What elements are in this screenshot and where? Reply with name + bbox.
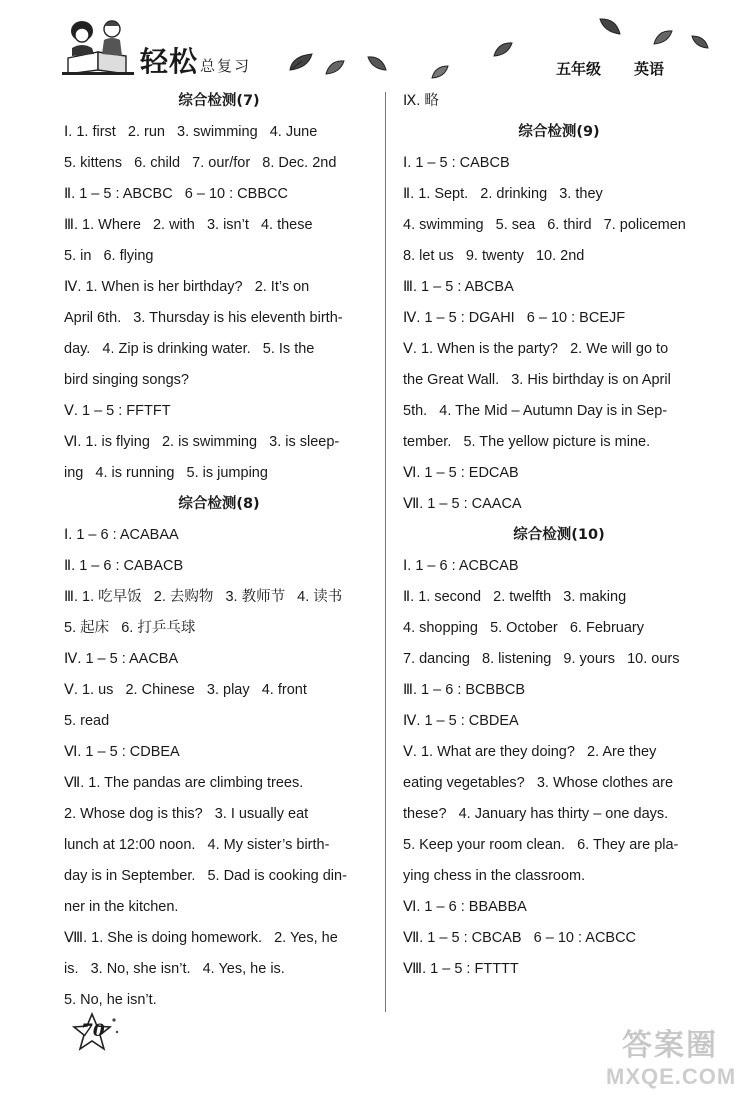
answer-line: bird singing songs? — [64, 372, 189, 388]
answer-line: Ⅱ. 1 – 5 : ABCBC 6 – 10 : CBBCC — [64, 186, 288, 202]
answer-line: Ⅳ. 1. When is her birthday? 2. It’s on — [64, 279, 310, 295]
leaf-icon — [652, 28, 674, 46]
answer-line: Ⅰ. 1 – 5 : CABCB — [403, 155, 510, 171]
brand-main: 轻松 — [140, 45, 199, 78]
page-number — [70, 1012, 120, 1052]
answer-line: Ⅵ. 1. is flying 2. is swimming 3. is sleep- — [64, 434, 340, 450]
subject-label: 英语 — [634, 60, 665, 78]
answer-line: Ⅵ. 1 – 5 : EDCAB — [403, 465, 519, 481]
answer-line: 5th. 4. The Mid – Autumn Day is in Sep- — [403, 403, 668, 419]
leaf-icon — [690, 34, 710, 50]
brand-sub: 总复习 — [200, 57, 252, 75]
right-column — [403, 86, 715, 985]
answer-line: 5. read — [64, 713, 110, 729]
answer-line: 5. in 6. flying — [64, 248, 154, 264]
answer-line: lunch at 12:00 noon. 4. My sister’s birth- — [64, 837, 330, 853]
page-header — [0, 0, 750, 95]
answer-line: Ⅱ. 1. second 2. twelfth 3. making — [403, 589, 627, 605]
answer-line: Ⅰ. 1 – 6 : ACBCAB — [403, 558, 519, 574]
answer-line: 5. No, he isn’t. — [64, 992, 157, 1008]
answer-line: April 6th. 3. Thursday is his eleventh birth- — [64, 310, 343, 326]
answer-line: Ⅴ. 1. us 2. Chinese 3. play 4. front — [64, 682, 307, 698]
answer-line: the Great Wall. 3. His birthday is on April — [403, 372, 671, 388]
brand-title — [140, 40, 251, 80]
answer-line: Ⅲ. 1. 吃早饭 2. 去购物 3. 教师节 4. 读书 — [64, 589, 343, 605]
answer-line: 4. swimming 5. sea 6. third 7. policemen — [403, 217, 686, 233]
answer-line: 2. Whose dog is this? 3. I usually eat — [64, 806, 309, 822]
column-divider — [385, 92, 386, 1012]
answer-line: Ⅴ. 1. What are they doing? 2. Are they — [403, 744, 657, 760]
leaf-icon — [288, 52, 314, 72]
section-title: 综合检测(9) — [518, 124, 600, 140]
answer-line: these? 4. January has thirty – one days. — [403, 806, 669, 822]
watermark-url: MXQE.COM — [606, 1064, 737, 1089]
answer-line: 5. Keep your room clean. 6. They are pla- — [403, 837, 679, 853]
answer-line: Ⅰ. 1 – 6 : ACABAA — [64, 527, 179, 543]
answer-line: Ⅶ. 1 – 5 : CBCAB 6 – 10 : ACBCC — [403, 930, 637, 946]
leaf-icon — [324, 58, 346, 76]
watermark-cn: 答案圈 — [622, 1029, 718, 1062]
answer-line: Ⅲ. 1. Where 2. with 3. isn’t 4. these — [64, 217, 313, 233]
section-title: 综合检测(10) — [513, 527, 605, 543]
leaf-icon — [492, 40, 514, 58]
answer-line: Ⅵ. 1 – 6 : BBABBA — [403, 899, 527, 915]
section-title: 综合检测(8) — [178, 496, 260, 512]
answer-line: 5. kittens 6. child 7. our/for 8. Dec. 2nd — [64, 155, 337, 171]
answer-line: Ⅷ. 1. She is doing homework. 2. Yes, he — [64, 930, 338, 946]
answer-line: day. 4. Zip is drinking water. 5. Is the — [64, 341, 315, 357]
answer-line: Ⅱ. 1. Sept. 2. drinking 3. they — [403, 186, 603, 202]
answer-line: eating vegetables? 3. Whose clothes are — [403, 775, 674, 791]
answer-line: Ⅶ. 1 – 5 : CAACA — [403, 496, 522, 512]
answer-line: Ⅶ. 1. The pandas are climbing trees. — [64, 775, 304, 791]
answer-line: Ⅸ. 略 — [403, 93, 439, 109]
leaf-icon — [366, 54, 388, 72]
left-column — [64, 86, 374, 1016]
answer-line: Ⅲ. 1 – 5 : ABCBA — [403, 279, 514, 295]
answer-line: Ⅵ. 1 – 5 : CDBEA — [64, 744, 180, 760]
answer-line: Ⅴ. 1. When is the party? 2. We will go to — [403, 341, 669, 357]
answer-line: day is in September. 5. Dad is cooking din- — [64, 868, 347, 884]
answer-line: is. 3. No, she isn’t. 4. Yes, he is. — [64, 961, 285, 977]
answer-line: 7. dancing 8. listening 9. yours 10. ours — [403, 651, 680, 667]
grade-label: 五年级 — [556, 60, 602, 78]
answer-line: 4. shopping 5. October 6. February — [403, 620, 644, 636]
answer-line: tember. 5. The yellow picture is mine. — [403, 434, 651, 450]
leaf-icon — [430, 64, 450, 80]
answer-line: Ⅳ. 1 – 5 : DGAHI 6 – 10 : BCEJF — [403, 310, 626, 326]
answer-line: ner in the kitchen. — [64, 899, 179, 915]
answer-line: Ⅴ. 1 – 5 : FFTFT — [64, 403, 171, 419]
answer-line: Ⅱ. 1 – 6 : CABACB — [64, 558, 184, 574]
answer-line: Ⅰ. 1. first 2. run 3. swimming 4. June — [64, 124, 318, 140]
answer-line: Ⅳ. 1 – 5 : CBDEA — [403, 713, 519, 729]
children-reading-icon — [60, 14, 138, 76]
answer-line: ing 4. is running 5. is jumping — [64, 465, 268, 481]
answer-line: Ⅳ. 1 – 5 : AACBA — [64, 651, 179, 667]
answer-line: Ⅲ. 1 – 6 : BCBBCB — [403, 682, 526, 698]
section-title: 综合检测(7) — [178, 93, 260, 109]
answer-line: ying chess in the classroom. — [403, 868, 586, 884]
leaf-icon — [598, 16, 622, 36]
answer-line: Ⅷ. 1 – 5 : FTTTT — [403, 961, 519, 977]
answer-line: 8. let us 9. twenty 10. 2nd — [403, 248, 585, 264]
answer-line: 5. 起床 6. 打乒乓球 — [64, 620, 196, 636]
page-number-text: 70 — [81, 1021, 105, 1041]
watermark — [600, 1018, 750, 1099]
